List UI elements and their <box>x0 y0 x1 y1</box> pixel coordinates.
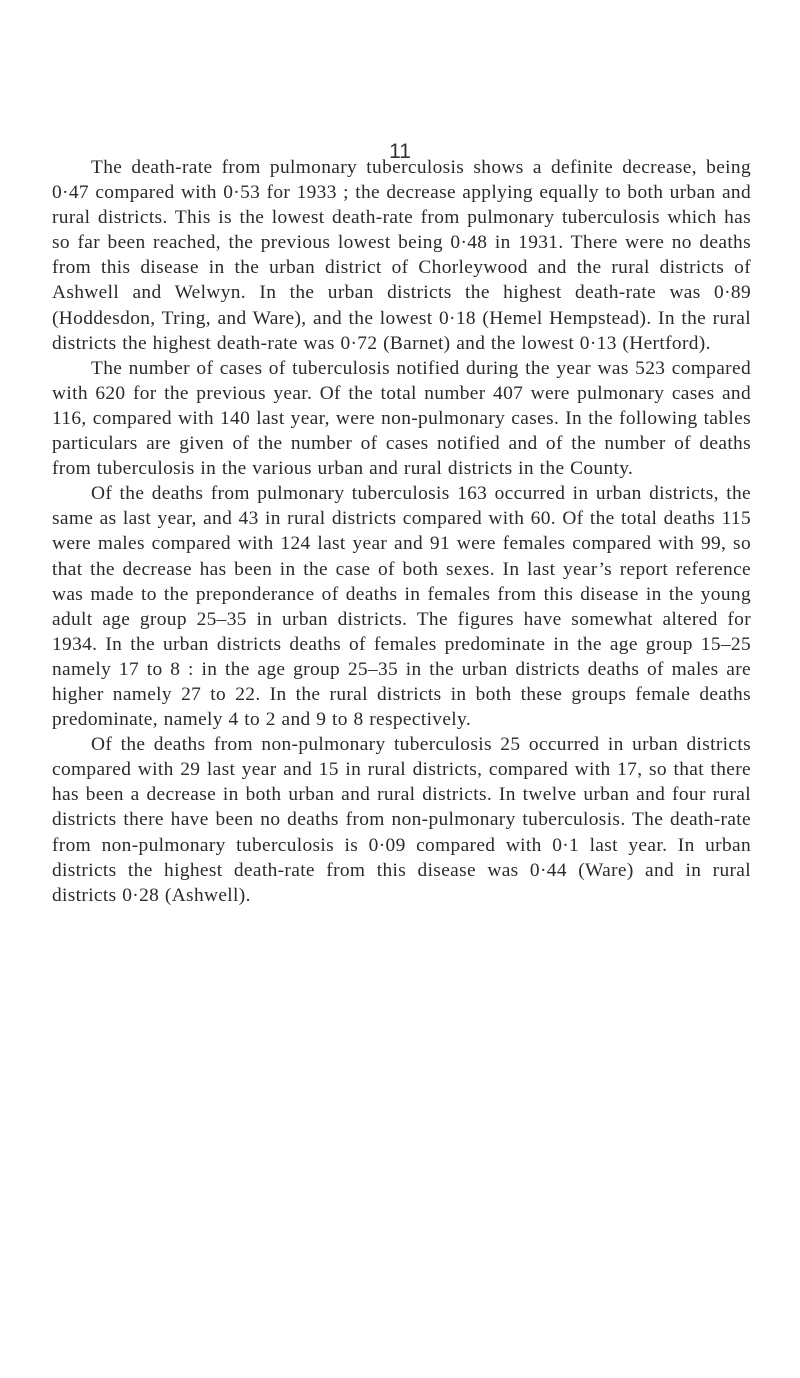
paragraph-non-pulmonary-deaths: Of the deaths from non-pulmonary tuberculosis 25 occurred in urban districts compared with 29 last year and 15 in rural districts, compared with 17, so that there has been a decrease in both urban and rural districts. In twelve urban and four rural districts there have been no deaths from non-pulmonary tuberculosis. The death-rate from non-pulmonary tuberculosis is 0·09 compared with 0·1 last year. In urban districts the highest death-rate from this disease was 0·44 (Ware) and in rural districts 0·28 (Ashwell). <box>52 734 751 906</box>
paragraph-pulmonary-death-rate: The death-rate from pulmonary tuberculosis shows a definite decrease, being 0·47 compared with 0·53 for 1933 ; the decrease applying equally to both urban and rural districts. This is the lowest death-rate from pulmonary tuberculosis which has so far been reached, the previous lowest being 0·48 in 1931. There were no deaths from this disease in the urban district of Chorleywood and the rural districts of Ashwell and Welwyn. In the urban districts the highest death-rate was 0·89 (Hoddesdon, Tring, and Ware), and the lowest 0·18 (Hemel Hempstead). In the rural districts the highest death-rate was 0·72 (Barnet) and the lowest 0·13 (Hertford). <box>52 157 751 354</box>
body-text <box>52 155 751 908</box>
paragraph-cases-notified: The number of cases of tuberculosis notified during the year was 523 compared with 620 for the previous year. Of the total number 407 were pulmonary cases and 116, compared with 140 last year, were non-pulmonary cases. In the following tables particulars are given of the number of cases notified and of the number of deaths from tuberculosis in the various urban and rural districts in the County. <box>52 357 751 480</box>
paragraph-pulmonary-deaths-by-sex-age: Of the deaths from pulmonary tuberculosis 163 occurred in urban districts, the same as last year, and 43 in rural districts compared with 60. Of the total deaths 115 were males compared with 124 last year and 91 were females compared with 99, so that the decrease has been in the case of both sexes. In last year’s report reference was made to the preponderance of deaths in females from this disease in the young adult age group 25–35 in urban districts. The figures have somewhat altered for 1934. In the urban districts deaths of females predominate in the age group 15–25 namely 17 to 8 : in the age group 25–35 in the urban districts deaths of males are higher namely 27 to 22. In the rural districts in both these groups female deaths predominate, namely 4 to 2 and 9 to 8 respectively. <box>52 483 751 731</box>
page-number: 11 <box>389 140 411 163</box>
